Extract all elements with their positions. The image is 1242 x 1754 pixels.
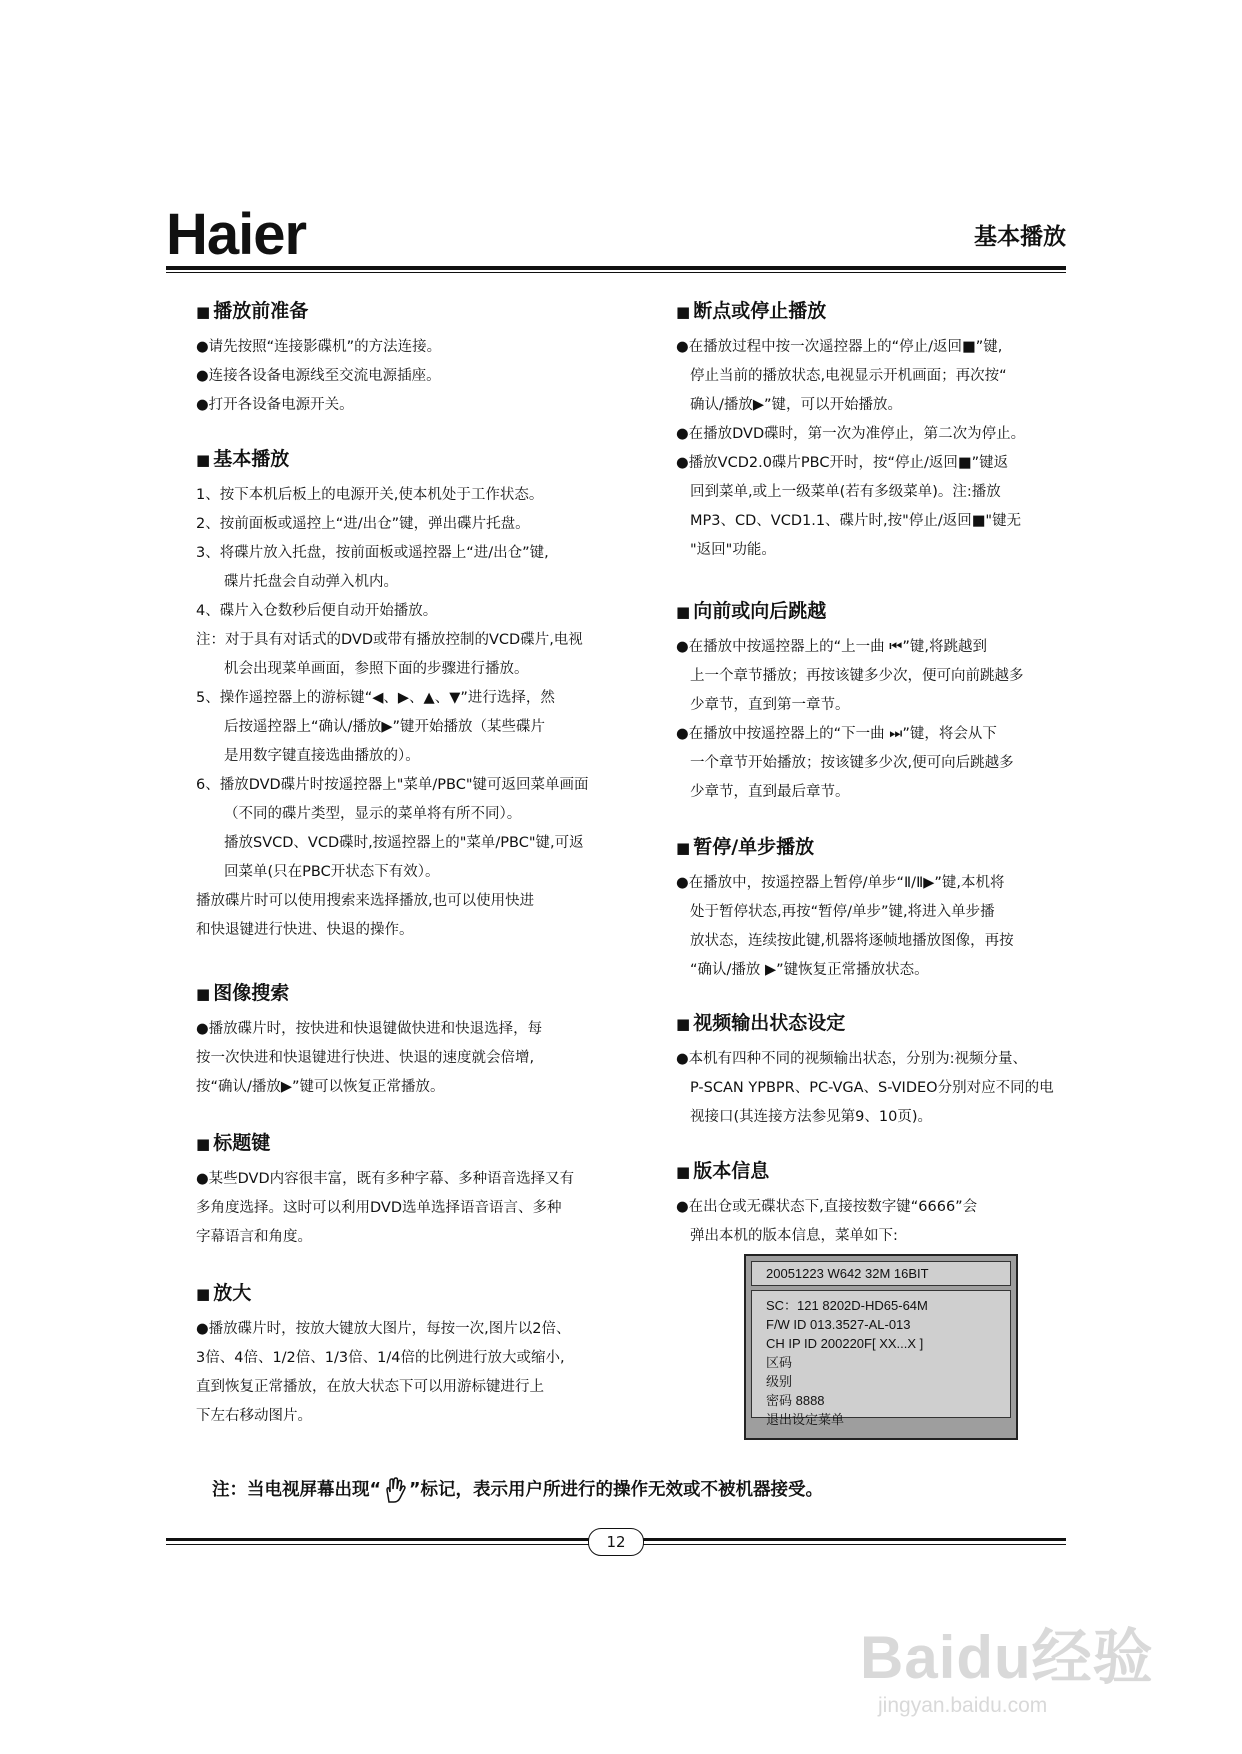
title-key-line: ●某些DVD内容很丰富，既有多种字幕、多种语音选择又有 <box>196 1170 575 1187</box>
watermark-url: jingyan.baidu.com <box>878 1694 1048 1717</box>
video-line: ●本机有四种不同的视频输出状态，分别为:视频分量、 <box>676 1050 1028 1067</box>
section-title: ■ 图像搜索 <box>196 982 290 1004</box>
section-video-output <box>676 1012 1086 1132</box>
basic-play-line: （不同的碟片类型，显示的菜单将有所不同）。 <box>224 805 522 822</box>
version-box-line: 级别 <box>766 1374 793 1389</box>
footer-note-before: 注：当电视屏幕出现“ <box>212 1480 382 1500</box>
search-line: 按一次快进和快退键进行快进、快退的速度就会倍增, <box>196 1049 535 1066</box>
section-title: ■ 基本播放 <box>196 448 290 470</box>
baidu-watermark <box>860 1624 1154 1718</box>
section-basic-play <box>196 448 636 945</box>
stop-line: ●在播放DVD碟时，第一次为准停止，第二次为停止。 <box>676 425 1026 442</box>
basic-play-line: 5、操作遥控器上的游标键“◀、▶、▲、▼”进行选择，然 <box>196 689 555 706</box>
stop-line: 回到菜单,或上一级菜单(若有多级菜单)。注:播放 <box>690 483 1001 500</box>
prep-item: ●连接各设备电源线至交流电源插座。 <box>196 367 441 384</box>
stop-line: "返回"功能。 <box>690 541 776 558</box>
prep-item: ●请先按照“连接影碟机”的方法连接。 <box>196 338 442 355</box>
video-line: 视接口(其连接方法参见第9、10页)。 <box>690 1108 932 1125</box>
section-title: ■ 版本信息 <box>676 1160 770 1182</box>
basic-play-line: 播放SVCD、VCD碟时,按遥控器上的"菜单/PBC"键,可返 <box>224 834 584 851</box>
version-box-body <box>751 1290 1011 1427</box>
title-key-line: 字幕语言和角度。 <box>196 1228 312 1245</box>
section-title: ■ 放大 <box>196 1282 252 1304</box>
basic-play-line: 碟片托盘会自动弹入机内。 <box>224 573 398 590</box>
skip-line: ●在播放中按遥控器上的“上一曲 ⏮”键,将跳越到 <box>676 638 987 655</box>
skip-line: 一个章节开始播放；按该键多少次,便可向后跳越多 <box>690 754 1014 771</box>
section-header: 基本播放 <box>974 224 1066 250</box>
section-title-key <box>196 1132 636 1252</box>
basic-play-line: 和快退键进行快进、快退的操作。 <box>196 921 414 938</box>
section-stop <box>676 300 1086 565</box>
stop-line: 确认/播放▶”键，可以开始播放。 <box>690 396 903 413</box>
footer-note-after: ”标记，表示用户所进行的操作无效或不被机器接受。 <box>409 1480 824 1500</box>
stop-line: ●播放VCD2.0碟片PBC开时，按“停止/返回■”键返 <box>676 454 1009 471</box>
section-version <box>676 1160 1086 1251</box>
basic-play-line: 回菜单(只在PBC开状态下有效）。 <box>224 863 440 880</box>
zoom-line: 3倍、4倍、1/2倍、1/3倍、1/4倍的比例进行放大或缩小, <box>196 1349 565 1366</box>
section-title: ■ 播放前准备 <box>196 300 309 322</box>
header-rule <box>166 266 1066 270</box>
zoom-line: ●播放碟片时，按放大键放大图片，每按一次,图片以2倍、 <box>196 1320 571 1337</box>
footer-note <box>212 1476 823 1504</box>
zoom-line: 直到恢复正常播放，在放大状态下可以用游标键进行上 <box>196 1378 544 1395</box>
prep-item: ●打开各设备电源开关。 <box>196 396 354 413</box>
page-number: 12 <box>588 1528 644 1556</box>
invalid-hand-icon <box>381 1476 409 1504</box>
version-line: 弹出本机的版本信息，菜单如下: <box>690 1227 898 1244</box>
version-box-line: SC：121 8202D-HD65-64M <box>766 1298 928 1313</box>
section-prep <box>196 300 636 420</box>
section-pause <box>676 836 1086 985</box>
section-image-search <box>196 982 636 1102</box>
section-title: ■ 向前或向后跳越 <box>676 600 827 622</box>
video-line: P-SCAN YPBPR、PC-VGA、S-VIDEO分别对应不同的电 <box>690 1079 1054 1096</box>
section-skip <box>676 600 1086 807</box>
pause-line: ●在播放中，按遥控器上暂停/单步“Ⅱ/Ⅱ▶”键,本机将 <box>676 874 1005 891</box>
version-box-line: 区码 <box>766 1355 793 1370</box>
section-title: ■ 断点或停止播放 <box>676 300 827 322</box>
version-line: ●在出仓或无碟状态下,直接按数字键“6666”会 <box>676 1198 978 1215</box>
search-line: 按“确认/播放▶”键可以恢复正常播放。 <box>196 1078 445 1095</box>
version-box-line: 退出设定菜单 <box>766 1412 845 1427</box>
basic-play-line: 播放碟片时可以使用搜索来选择播放,也可以使用快进 <box>196 892 535 909</box>
skip-line: 少章节，直到第一章节。 <box>690 696 850 713</box>
pause-line: “确认/播放 ▶”键恢复正常播放状态。 <box>690 961 929 978</box>
skip-line: 少章节，直到最后章节。 <box>690 783 850 800</box>
pause-line: 处于暂停状态,再按“暂停/单步”键,将进入单步播 <box>690 903 995 920</box>
skip-line: ●在播放中按遥控器上的“下一曲 ⏭”键，将会从下 <box>676 725 997 742</box>
stop-line: ●在播放过程中按一次遥控器上的“停止/返回■”键, <box>676 338 1003 355</box>
version-info-box <box>744 1254 1018 1440</box>
basic-play-line: 是用数字键直接选曲播放的）。 <box>224 747 420 764</box>
skip-line: 上一个章节播放；再按该键多少次，便可向前跳越多 <box>690 667 1024 684</box>
section-title: ■ 标题键 <box>196 1132 271 1154</box>
basic-play-line: 6、播放DVD碟片时按遥控器上"菜单/PBC"键可返回菜单画面 <box>196 776 589 793</box>
basic-play-line: 后按遥控器上“确认/播放▶”键开始播放（某些碟片 <box>224 718 546 735</box>
stop-line: 停止当前的播放状态,电视显示开机画面；再次按“ <box>690 367 1007 384</box>
version-box-line: CH IP ID 200220F[ XX...X ] <box>766 1336 924 1351</box>
basic-play-line: 4、碟片入仓数秒后便自动开始播放。 <box>196 602 438 619</box>
section-title: ■ 视频输出状态设定 <box>676 1012 846 1034</box>
basic-play-line: 机会出现菜单画面，参照下面的步骤进行播放。 <box>224 660 529 677</box>
pause-line: 放状态，连续按此键,机器将逐帧地播放图像，再按 <box>690 932 1014 949</box>
zoom-line: 下左右移动图片。 <box>196 1407 312 1424</box>
basic-play-line: 3、将碟片放入托盘，按前面板或遥控器上“进/出仓”键, <box>196 544 549 561</box>
section-title: ■ 暂停/单步播放 <box>676 836 815 858</box>
title-key-line: 多角度选择。这时可以利用DVD选单选择语音语言、多种 <box>196 1199 562 1216</box>
search-line: ●播放碟片时，按快进和快退键做快进和快退选择，每 <box>196 1020 543 1037</box>
version-box-line: F/W ID 013.3527-AL-013 <box>766 1317 911 1332</box>
header-rule-thin <box>166 272 1066 273</box>
version-box-line: 密码 8888 <box>766 1393 825 1408</box>
basic-play-line: 注：对于具有对话式的DVD或带有播放控制的VCD碟片,电视 <box>196 631 583 648</box>
brand-logo: Haier <box>166 202 307 267</box>
watermark-brand: Baidu经验 <box>860 1624 1154 1691</box>
version-box-header: 20051223 W642 32M 16BIT <box>751 1261 1011 1286</box>
stop-line: MP3、CD、VCD1.1、碟片时,按"停止/返回■"键无 <box>690 512 1022 529</box>
basic-play-line: 1、按下本机后板上的电源开关,使本机处于工作状态。 <box>196 486 544 503</box>
basic-play-line: 2、按前面板或遥控上“进/出仓”键，弹出碟片托盘。 <box>196 515 530 532</box>
section-zoom <box>196 1282 636 1431</box>
basic-play-lines <box>196 481 636 945</box>
